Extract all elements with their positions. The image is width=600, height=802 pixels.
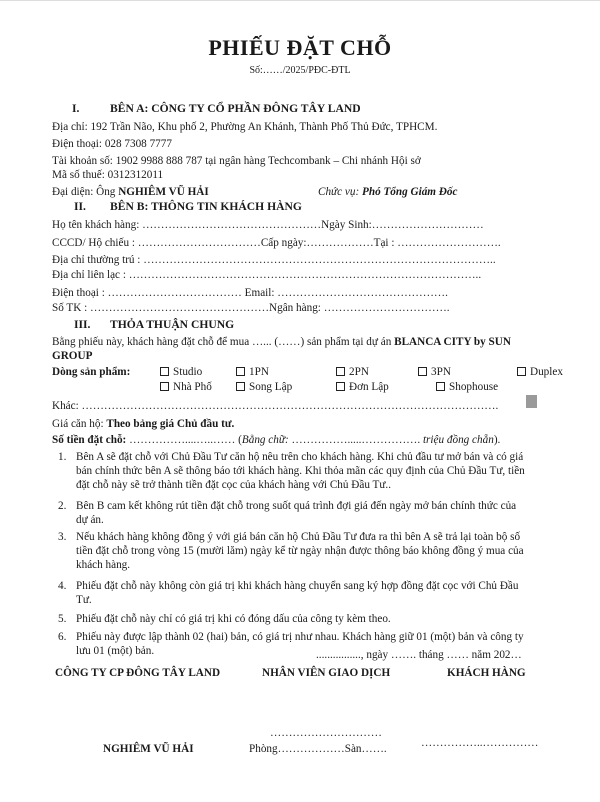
customer-bank-field[interactable]: Số TK : …………………………………………Ngân hàng: ……………………………. <box>52 302 450 314</box>
checkbox-icon[interactable] <box>236 367 245 376</box>
term-item <box>58 530 578 575</box>
checkbox-icon[interactable] <box>336 382 345 391</box>
term-line: lưu 01 (một) bản. <box>76 645 155 657</box>
checkbox-icon[interactable] <box>517 367 526 376</box>
term-item <box>58 612 578 627</box>
intro-text: Bằng phiếu này, khách hàng đặt chỗ để mua …... (……) sản phẩm tại dự án <box>52 336 395 348</box>
price-value: Theo bảng giá Chủ đầu tư. <box>106 418 235 430</box>
product-option-shophouse[interactable] <box>436 380 498 394</box>
project-name-cont: GROUP <box>52 350 93 362</box>
term-item <box>58 579 578 608</box>
section-a-address: Địa chỉ: 192 Trần Não, Khu phố 2, Phường An Khánh, Thành Phố Thủ Đức, TPHCM. <box>52 121 438 133</box>
document-number: Số:……/2025/PĐC-ĐTL <box>249 65 351 76</box>
product-option-studio[interactable] <box>160 365 202 379</box>
term-line: khách hàng. <box>76 559 131 571</box>
term-line: đặt chỗ này sẽ trở thành tiền đặt cọc của khách hàng với Chủ Đầu Tư.. <box>76 479 391 491</box>
product-label: Nhà Phố <box>173 381 212 393</box>
deposit-words: …………….....……………. <box>291 434 423 446</box>
product-label: 1PN <box>249 366 269 378</box>
price-line <box>52 417 234 431</box>
signature-company-label: CÔNG TY CP ĐÔNG TÂY LAND <box>55 667 221 679</box>
customer-permanent-address-field[interactable]: Địa chỉ thường trú : ………………………………………………………………………………….. <box>52 254 496 266</box>
section-a-phone: Điện thoại: 028 7308 7777 <box>52 138 172 150</box>
term-number: 1. <box>58 451 67 463</box>
section-a-heading: BÊN A: CÔNG TY CỔ PHẦN ĐÔNG TÂY LAND <box>110 102 361 115</box>
signature-staff-label: NHÂN VIÊN GIAO DỊCH <box>262 667 391 679</box>
terms-list <box>58 450 578 659</box>
section-c-intro <box>52 335 511 349</box>
section-a-position <box>318 185 457 199</box>
product-label: Studio <box>173 366 203 378</box>
other-field[interactable]: Khác: …………………………………………………………………………………………………. <box>52 400 499 412</box>
section-a-bank: Tài khoản số: 1902 9988 888 787 tại ngân hàng Techcombank – Chi nhánh Hội sở <box>52 155 421 167</box>
price-prefix: Giá căn hộ: <box>52 418 107 430</box>
rep-prefix: Đại diện: Ông <box>52 186 119 198</box>
product-label: Shophouse <box>449 381 499 393</box>
product-label: Duplex <box>530 366 563 378</box>
checkbox-icon[interactable] <box>160 382 169 391</box>
date-line[interactable]: ................, ngày ……. tháng …… năm 202… <box>316 649 522 661</box>
deposit-label: Số tiền đặt chỗ: <box>52 434 127 446</box>
term-line: Phiếu này được lập thành 02 (hai) bản, có giá trị như nhau. Khách hàng giữ 01 (một) bản và công ty <box>76 631 524 643</box>
company-signer-name: NGHIÊM VŨ HẢI <box>103 743 194 755</box>
staff-room-floor[interactable]: Phòng………………Sàn……. <box>249 743 387 755</box>
deposit-unit: triệu đồng chẵn <box>422 434 494 446</box>
product-label: Song Lập <box>249 381 293 393</box>
project-name: BLANCA CITY by SUN <box>394 336 511 348</box>
staff-signature-line[interactable]: ………………………… <box>270 727 382 739</box>
product-option-2pn[interactable] <box>336 365 369 379</box>
section-b-heading: BÊN B: THÔNG TIN KHÁCH HÀNG <box>110 200 302 213</box>
deposit-amount: ……………....…..…… ( <box>126 434 242 446</box>
position-prefix: Chức vụ: <box>318 186 363 198</box>
checkbox-icon[interactable] <box>418 367 427 376</box>
checkbox-icon[interactable] <box>160 367 169 376</box>
section-a-tax: Mã số thuế: 0312312011 <box>52 169 164 181</box>
term-item <box>58 499 578 528</box>
deposit-line[interactable] <box>52 433 500 447</box>
rep-name: NGHIÊM VŨ HẢI <box>118 186 209 198</box>
product-option-song-lap[interactable] <box>236 380 292 394</box>
product-type-label: Dòng sản phẩm: <box>52 366 131 378</box>
term-item <box>58 450 578 495</box>
section-a-number: I. <box>72 102 80 115</box>
customer-signature-line[interactable]: ……………..…………… <box>421 737 539 749</box>
position-value: Phó Tổng Giám Đốc <box>362 186 458 198</box>
product-option-3pn[interactable] <box>418 365 451 379</box>
term-line: dự án. <box>76 514 104 526</box>
term-number: 6. <box>58 631 67 643</box>
term-number: 5. <box>58 613 67 625</box>
customer-phone-email-field[interactable]: Điện thoại : ……………………………… Email: ………………………………………. <box>52 287 448 299</box>
term-number: 4. <box>58 580 67 592</box>
section-b-number: II. <box>74 200 86 213</box>
product-label: 3PN <box>431 366 451 378</box>
term-number: 2. <box>58 500 67 512</box>
product-option-nha-pho[interactable] <box>160 380 212 394</box>
product-option-duplex[interactable] <box>517 365 563 379</box>
scan-artifact <box>526 395 537 408</box>
term-line: Bên A sẽ đặt chỗ với Chủ Đầu Tư căn hộ nêu trên cho khách hàng. Khi chủ đầu tư mở bán và có giá <box>76 451 524 463</box>
customer-name-field[interactable]: Họ tên khách hàng: …………………………………………Ngày Sinh:………………………… <box>52 219 484 231</box>
section-a-representative <box>52 185 209 199</box>
product-label: 2PN <box>349 366 369 378</box>
term-line: tiền đặt chỗ trong vòng 15 (mười lăm) ngày kể từ ngày nhận được thông báo không đồng ý mua của <box>76 545 524 557</box>
document-title: PHIẾU ĐẶT CHỖ <box>208 35 392 60</box>
signature-customer-label: KHÁCH HÀNG <box>447 667 526 679</box>
product-option-don-lap[interactable] <box>336 380 389 394</box>
term-line: bán chính thức bên A sẽ thông báo tới khách hàng. Khi thỏa mãn các quy định của Chủ Đầu Tư, tiền <box>76 465 525 477</box>
checkbox-icon[interactable] <box>236 382 245 391</box>
checkbox-icon[interactable] <box>436 382 445 391</box>
customer-id-field[interactable]: CCCD/ Hộ chiếu : ……………………………Cấp ngày:………………Tại : ………………………. <box>52 237 501 249</box>
product-label: Đơn Lập <box>349 381 389 393</box>
customer-contact-address-field[interactable]: Địa chỉ liên lạc : ………………………………………………………………………………….. <box>52 269 482 281</box>
section-c-heading: THỎA THUẬN CHUNG <box>110 318 235 331</box>
term-number: 3. <box>58 531 67 543</box>
term-line: Bên B cam kết không rút tiền đặt chỗ trong suốt quá trình đợi giá đến ngày mở bán chính thức của <box>76 500 517 512</box>
term-line: Tư. <box>76 594 92 606</box>
deposit-words-label: Bằng chữ: <box>241 434 292 446</box>
product-option-1pn[interactable] <box>236 365 269 379</box>
term-line: Phiếu đặt chỗ này không còn giá trị khi khách hàng chuyển sang ký hợp đồng đặt cọc với Chủ Đầu <box>76 580 519 592</box>
checkbox-icon[interactable] <box>336 367 345 376</box>
term-line: Nếu khách hàng không đồng ý với giá bán căn hộ Chủ Đầu Tư đưa ra thì bên A sẽ trả lại toàn bộ số <box>76 531 521 543</box>
deposit-end: ). <box>493 434 501 446</box>
term-line: Phiếu đặt chỗ này chỉ có giá trị khi có đóng dấu của công ty kèm theo. <box>76 613 391 625</box>
section-c-number: III. <box>74 318 91 331</box>
